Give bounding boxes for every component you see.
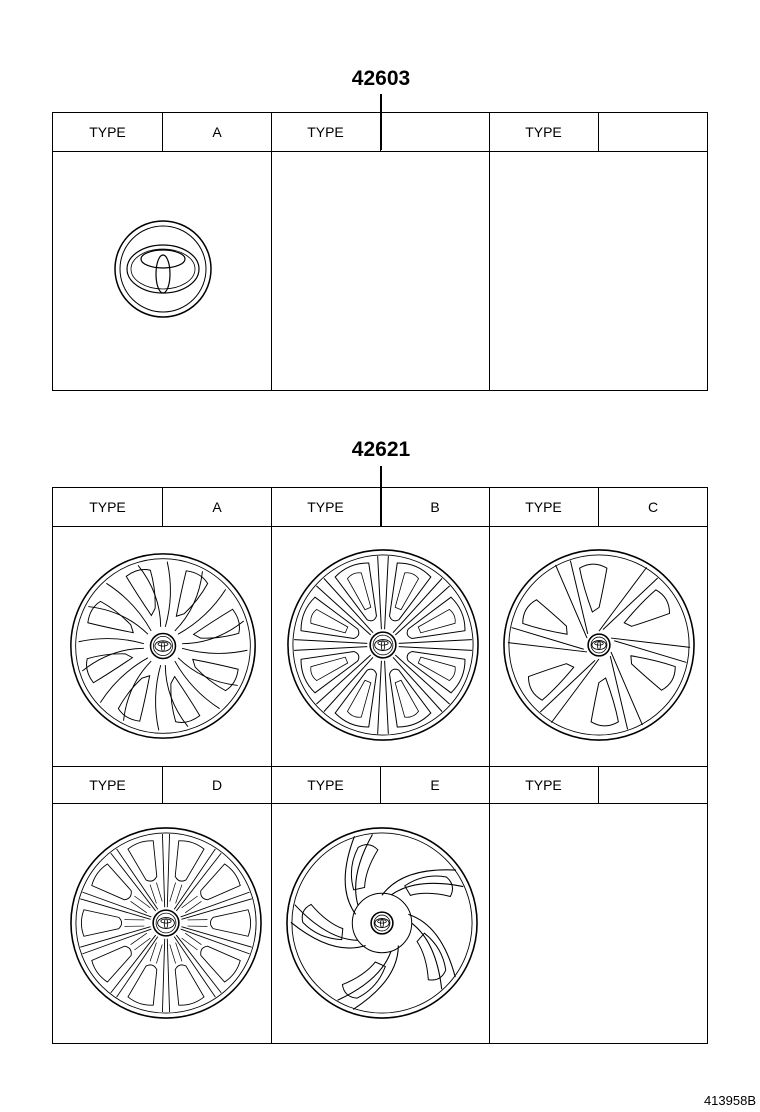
table-cell-type-a [53, 113, 271, 151]
type-value [381, 113, 489, 151]
wheel-cover-c-icon [500, 546, 698, 744]
table-cell-type-b [271, 488, 489, 526]
table-cell-type-empty [489, 766, 707, 803]
divider [53, 803, 707, 804]
type-value: A [212, 499, 222, 515]
type-label: TYPE [271, 766, 381, 803]
type-label: TYPE [489, 766, 599, 803]
table-cell-type-c [489, 488, 707, 526]
type-label: TYPE [53, 113, 163, 151]
wheel-cover-b-icon [284, 546, 482, 744]
type-label: TYPE [489, 488, 599, 526]
table-cell-type-e [271, 766, 489, 803]
type-label: TYPE [271, 113, 381, 151]
type-value: E [430, 776, 440, 793]
diagram-code: 413958B [703, 1093, 756, 1108]
type-label: TYPE [271, 488, 381, 526]
wheel-cover-e-icon [283, 824, 481, 1022]
type-value [599, 113, 707, 151]
table-cell-type-empty [489, 113, 707, 151]
table-cell-type-d [53, 766, 271, 803]
type-value: C [647, 499, 659, 515]
wheel-cover-d-icon [67, 824, 265, 1022]
type-value: D [211, 776, 223, 793]
type-value: A [212, 124, 222, 140]
divider [53, 151, 707, 152]
divider [489, 113, 490, 390]
type-value [599, 766, 707, 803]
toyota-emblem-cap-icon [113, 219, 213, 319]
type-label: TYPE [53, 488, 163, 526]
table-cell-type-empty [271, 113, 489, 151]
type-label: TYPE [489, 113, 599, 151]
bottom-parts-table [52, 487, 708, 1044]
top-parts-table [52, 112, 708, 391]
type-label: TYPE [53, 766, 163, 803]
wheel-cover-a-icon [67, 550, 259, 742]
type-value: B [430, 499, 440, 515]
divider [271, 113, 272, 390]
part-number-42621: 42621 [351, 438, 411, 461]
part-number-42603: 42603 [351, 67, 411, 90]
divider [53, 526, 707, 527]
table-cell-type-a [53, 488, 271, 526]
